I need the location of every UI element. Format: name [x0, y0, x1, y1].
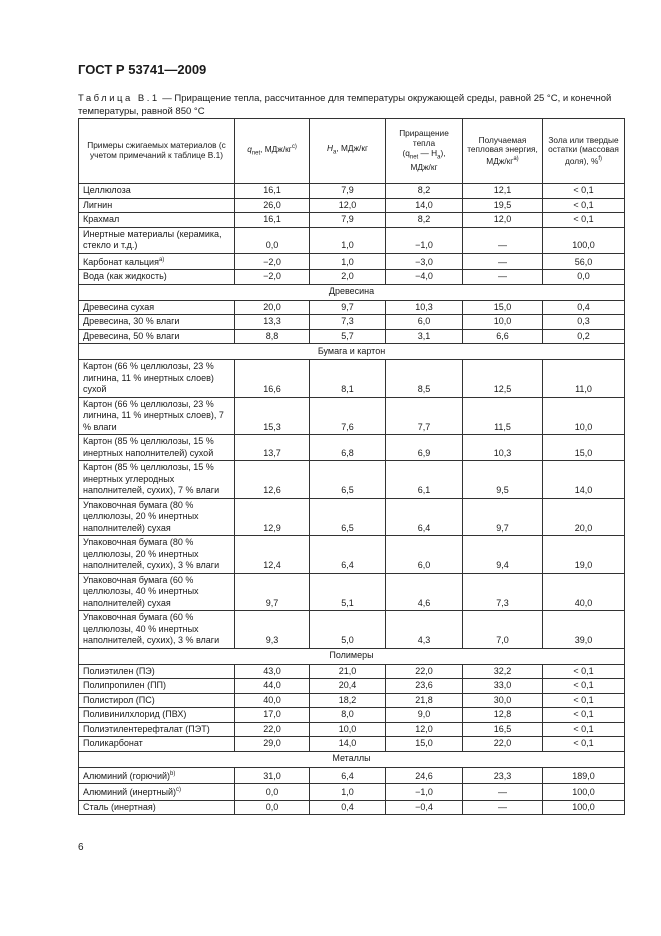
- footnote-marker: c): [176, 787, 182, 793]
- material-name: Упаковочная бумага (60 % целлюлозы, 40 % инертных наполнителей) сухая: [83, 574, 199, 608]
- ash-cell: 15,0: [543, 435, 625, 461]
- inc-cell: 8,5: [386, 360, 463, 398]
- material-name: Древесина сухая: [83, 301, 155, 312]
- table-row: [79, 611, 625, 649]
- table-row: [79, 315, 625, 330]
- ash-cell: 56,0: [543, 253, 625, 270]
- energy-cell: 10,3: [463, 435, 543, 461]
- material-name: Сталь (инертная): [83, 801, 156, 812]
- table-row: [79, 693, 625, 708]
- header-qnet: $q_{net}$, МДж/$кг^{c)}$: [235, 119, 310, 184]
- ash-cell: 40,0: [543, 573, 625, 611]
- material-name: Целлюлоза: [83, 185, 131, 195]
- energy-cell: 7,0: [463, 611, 543, 649]
- energy-cell: 6,6: [463, 329, 543, 344]
- section-header-row: [79, 284, 625, 300]
- heat-increment-table: [78, 118, 625, 815]
- energy-cell: —: [463, 270, 543, 285]
- table-row: [79, 461, 625, 499]
- energy-cell: 9,5: [463, 461, 543, 499]
- material-name: Упаковочная бумага (80 % целлюлозы, 20 % инертных наполнителей) сухая: [83, 499, 199, 533]
- table-row: [79, 800, 625, 815]
- table-row: [79, 498, 625, 536]
- material-name-cell: [79, 315, 235, 330]
- ha-cell: 21,0: [310, 664, 386, 679]
- material-name-cell: [79, 679, 235, 694]
- qnet-cell: 44,0: [235, 679, 310, 694]
- material-name-cell: [79, 184, 235, 199]
- inc-cell: 21,8: [386, 693, 463, 708]
- inc-cell: 3,1: [386, 329, 463, 344]
- ha-cell: 7,3: [310, 315, 386, 330]
- qnet-cell: −2,0: [235, 270, 310, 285]
- qnet-cell: 15,3: [235, 397, 310, 435]
- energy-cell: 12,5: [463, 360, 543, 398]
- ash-cell: < 0,1: [543, 708, 625, 723]
- material-name-cell: [79, 737, 235, 752]
- qnet-cell: 8,8: [235, 329, 310, 344]
- ash-cell: < 0,1: [543, 213, 625, 228]
- material-name-cell: [79, 498, 235, 536]
- table-header-row: [79, 119, 625, 184]
- qnet-cell: 31,0: [235, 767, 310, 784]
- material-name: Карбонат кальция: [83, 256, 159, 267]
- ash-cell: 39,0: [543, 611, 625, 649]
- material-name-cell: [79, 767, 235, 784]
- energy-cell: 33,0: [463, 679, 543, 694]
- material-name-cell: [79, 708, 235, 723]
- inc-cell: 4,6: [386, 573, 463, 611]
- inc-cell: −4,0: [386, 270, 463, 285]
- material-name: Лигнин: [83, 199, 113, 210]
- ha-cell: 8,1: [310, 360, 386, 398]
- material-name-cell: [79, 253, 235, 270]
- inc-cell: 15,0: [386, 737, 463, 752]
- qnet-cell: 0,0: [235, 800, 310, 815]
- qnet-cell: 20,0: [235, 300, 310, 315]
- table-caption: [78, 92, 624, 118]
- table-row: [79, 679, 625, 694]
- energy-cell: —: [463, 227, 543, 253]
- material-name-cell: [79, 435, 235, 461]
- material-name: Древесина, 30 % влаги: [83, 316, 180, 326]
- ash-cell: < 0,1: [543, 679, 625, 694]
- ha-cell: 5,1: [310, 573, 386, 611]
- inc-cell: −0,4: [386, 800, 463, 815]
- energy-cell: 12,0: [463, 213, 543, 228]
- inc-cell: 7,7: [386, 397, 463, 435]
- ash-cell: 0,3: [543, 315, 625, 330]
- section-header: Древесина: [79, 284, 625, 300]
- ha-cell: 5,0: [310, 611, 386, 649]
- material-name-cell: [79, 611, 235, 649]
- material-name: Упаковочная бумага (60 % целлюлозы, 40 % инертных наполнителей, сухих), 3 % влаги: [83, 612, 220, 645]
- material-name-cell: [79, 800, 235, 815]
- inc-cell: 8,2: [386, 184, 463, 199]
- energy-cell: —: [463, 253, 543, 270]
- material-name-cell: [79, 300, 235, 315]
- ash-cell: 20,0: [543, 498, 625, 536]
- header-material: Примеры сжигаемых материалов (с учетом примечаний к таблице В.1): [79, 119, 235, 184]
- material-name-cell: [79, 664, 235, 679]
- table-caption-text: — Приращение тепла, рассчитанное для температуры окружающей среды, равной 25 °С, и конечной температуры, равной 850 °С: [78, 93, 612, 117]
- qnet-cell: 0,0: [235, 784, 310, 801]
- qnet-cell: 40,0: [235, 693, 310, 708]
- qnet-cell: 16,1: [235, 213, 310, 228]
- table-body: [79, 184, 625, 815]
- ha-cell: 8,0: [310, 708, 386, 723]
- table-row: [79, 360, 625, 398]
- material-name: Алюминий (горючий): [83, 770, 171, 781]
- material-name: Упаковочная бумага (80 % целлюлозы, 20 % инертных наполнителей, сухих), 3 % влаги: [83, 537, 220, 570]
- inc-cell: 6,0: [386, 536, 463, 574]
- ha-cell: 0,4: [310, 800, 386, 815]
- qnet-cell: 16,1: [235, 184, 310, 199]
- energy-cell: 12,8: [463, 708, 543, 723]
- energy-cell: 22,0: [463, 737, 543, 752]
- material-name: Поливинилхлорид (ПВХ): [83, 709, 187, 719]
- energy-cell: 19,5: [463, 198, 543, 213]
- table-row: [79, 435, 625, 461]
- ash-cell: 189,0: [543, 767, 625, 784]
- table-row: [79, 573, 625, 611]
- material-name-cell: [79, 227, 235, 253]
- table-row: [79, 329, 625, 344]
- ha-cell: 18,2: [310, 693, 386, 708]
- material-name-cell: [79, 397, 235, 435]
- table-row: [79, 784, 625, 801]
- table-row: [79, 536, 625, 574]
- material-name: Полиэтилентерефталат (ПЭТ): [83, 723, 210, 734]
- material-name-cell: [79, 329, 235, 344]
- material-name: Инертные материалы (керамика, стекло и т.д.): [83, 228, 222, 250]
- header-ash: Зола или твердые остатки (массовая доля), %$^{f)}$: [543, 119, 625, 184]
- energy-cell: 12,1: [463, 184, 543, 199]
- ha-cell: 6,8: [310, 435, 386, 461]
- section-header-row: [79, 648, 625, 664]
- inc-cell: 10,3: [386, 300, 463, 315]
- energy-cell: 7,3: [463, 573, 543, 611]
- material-name-cell: [79, 198, 235, 213]
- material-name: Полиэтилен (ПЭ): [83, 665, 155, 676]
- energy-cell: —: [463, 800, 543, 815]
- energy-cell: 9,4: [463, 536, 543, 574]
- energy-cell: 32,2: [463, 664, 543, 679]
- qnet-cell: 9,3: [235, 611, 310, 649]
- header-increment: Приращение тепла ($q_{net}$ — $H_a$), МДж/кг: [386, 119, 463, 184]
- ha-cell: 1,0: [310, 227, 386, 253]
- material-name-cell: [79, 461, 235, 499]
- ash-cell: < 0,1: [543, 737, 625, 752]
- qnet-cell: 13,3: [235, 315, 310, 330]
- material-name: Картон (85 % целлюлозы, 15 % инертных наполнителей) сухой: [83, 436, 214, 458]
- ha-cell: 6,5: [310, 498, 386, 536]
- material-name: Картон (66 % целлюлозы, 23 % лигнина, 11 % инертных слоев), 7 % влаги: [83, 398, 224, 432]
- table-caption-label: Таблица В.1: [78, 93, 160, 104]
- table-row: [79, 213, 625, 228]
- section-header-row: [79, 344, 625, 360]
- energy-cell: 11,5: [463, 397, 543, 435]
- ash-cell: < 0,1: [543, 664, 625, 679]
- table-row: [79, 253, 625, 270]
- qnet-cell: 16,6: [235, 360, 310, 398]
- table-row: [79, 397, 625, 435]
- material-name-cell: [79, 536, 235, 574]
- page-number: 6: [78, 842, 84, 853]
- document-title: ГОСТ Р 53741—2009: [78, 62, 207, 77]
- ash-cell: 0,0: [543, 270, 625, 285]
- ha-cell: 1,0: [310, 253, 386, 270]
- ha-cell: 20,4: [310, 679, 386, 694]
- ash-cell: 100,0: [543, 784, 625, 801]
- qnet-cell: 9,7: [235, 573, 310, 611]
- inc-cell: 24,6: [386, 767, 463, 784]
- ha-cell: 10,0: [310, 722, 386, 737]
- inc-cell: −1,0: [386, 227, 463, 253]
- ha-cell: 7,9: [310, 213, 386, 228]
- ash-cell: < 0,1: [543, 693, 625, 708]
- ha-cell: 2,0: [310, 270, 386, 285]
- material-name-cell: [79, 722, 235, 737]
- header-ha: $H_a$, МДж/кг: [310, 119, 386, 184]
- ha-cell: 6,5: [310, 461, 386, 499]
- ha-cell: 7,9: [310, 184, 386, 199]
- material-name-cell: [79, 573, 235, 611]
- table-row: [79, 767, 625, 784]
- section-header: Бумага и картон: [79, 344, 625, 360]
- qnet-cell: 12,9: [235, 498, 310, 536]
- ash-cell: 0,2: [543, 329, 625, 344]
- inc-cell: 4,3: [386, 611, 463, 649]
- inc-cell: 23,6: [386, 679, 463, 694]
- table-row: [79, 300, 625, 315]
- ha-cell: 12,0: [310, 198, 386, 213]
- material-name-cell: [79, 784, 235, 801]
- section-header: Металлы: [79, 751, 625, 767]
- section-header: Полимеры: [79, 648, 625, 664]
- inc-cell: −3,0: [386, 253, 463, 270]
- material-name: Алюминий (инертный): [83, 787, 177, 797]
- inc-cell: 9,0: [386, 708, 463, 723]
- inc-cell: 6,1: [386, 461, 463, 499]
- ash-cell: 11,0: [543, 360, 625, 398]
- qnet-cell: 26,0: [235, 198, 310, 213]
- table-row: [79, 184, 625, 199]
- qnet-cell: 29,0: [235, 737, 310, 752]
- ha-cell: 6,4: [310, 767, 386, 784]
- table-row: [79, 737, 625, 752]
- footnote-marker: b): [170, 770, 176, 777]
- energy-cell: 16,5: [463, 722, 543, 737]
- qnet-cell: 22,0: [235, 722, 310, 737]
- ash-cell: 14,0: [543, 461, 625, 499]
- material-name-cell: [79, 693, 235, 708]
- energy-cell: 9,7: [463, 498, 543, 536]
- footnote-marker: a): [158, 256, 165, 263]
- inc-cell: 14,0: [386, 198, 463, 213]
- energy-cell: —: [463, 784, 543, 801]
- table-row: [79, 227, 625, 253]
- inc-cell: 8,2: [386, 213, 463, 228]
- ha-cell: 14,0: [310, 737, 386, 752]
- ash-cell: 19,0: [543, 536, 625, 574]
- ha-cell: 6,4: [310, 536, 386, 574]
- qnet-cell: 12,4: [235, 536, 310, 574]
- table-row: [79, 270, 625, 285]
- table-row: [79, 708, 625, 723]
- ash-cell: < 0,1: [543, 198, 625, 213]
- material-name: Поликарбонат: [83, 738, 143, 748]
- energy-cell: 15,0: [463, 300, 543, 315]
- table-row: [79, 664, 625, 679]
- material-name: Полипропилен (ПП): [83, 680, 166, 690]
- ha-cell: 9,7: [310, 300, 386, 315]
- ash-cell: < 0,1: [543, 722, 625, 737]
- section-header-row: [79, 751, 625, 767]
- material-name-cell: [79, 213, 235, 228]
- qnet-cell: −2,0: [235, 253, 310, 270]
- table-row: [79, 198, 625, 213]
- inc-cell: 22,0: [386, 664, 463, 679]
- ha-cell: 7,6: [310, 397, 386, 435]
- ash-cell: 100,0: [543, 800, 625, 815]
- energy-cell: 10,0: [463, 315, 543, 330]
- inc-cell: −1,0: [386, 784, 463, 801]
- inc-cell: 12,0: [386, 722, 463, 737]
- table-row: [79, 722, 625, 737]
- material-name: Картон (85 % целлюлозы, 15 % инертных углеродных наполнителей, сухих), 7 % влаги: [83, 462, 220, 495]
- material-name-cell: [79, 360, 235, 398]
- energy-cell: 30,0: [463, 693, 543, 708]
- ha-cell: 5,7: [310, 329, 386, 344]
- inc-cell: 6,4: [386, 498, 463, 536]
- qnet-cell: 17,0: [235, 708, 310, 723]
- ash-cell: 100,0: [543, 227, 625, 253]
- inc-cell: 6,0: [386, 315, 463, 330]
- qnet-cell: 0,0: [235, 227, 310, 253]
- energy-cell: 23,3: [463, 767, 543, 784]
- ha-cell: 1,0: [310, 784, 386, 801]
- header-energy: Получаемая тепловая энергия, МДж/$кг^{a)}$: [463, 119, 543, 184]
- inc-cell: 6,9: [386, 435, 463, 461]
- ash-cell: 10,0: [543, 397, 625, 435]
- material-name: Крахмал: [83, 214, 120, 224]
- qnet-cell: 12,6: [235, 461, 310, 499]
- qnet-cell: 43,0: [235, 664, 310, 679]
- material-name-cell: [79, 270, 235, 285]
- material-name: Полистирол (ПС): [83, 694, 155, 705]
- ash-cell: < 0,1: [543, 184, 625, 199]
- material-name: Вода (как жидкость): [83, 271, 167, 281]
- qnet-cell: 13,7: [235, 435, 310, 461]
- ash-cell: 0,4: [543, 300, 625, 315]
- material-name: Картон (66 % целлюлозы, 23 % лигнина, 11 % инертных слоев) сухой: [83, 361, 214, 394]
- material-name: Древесина, 50 % влаги: [83, 330, 180, 341]
